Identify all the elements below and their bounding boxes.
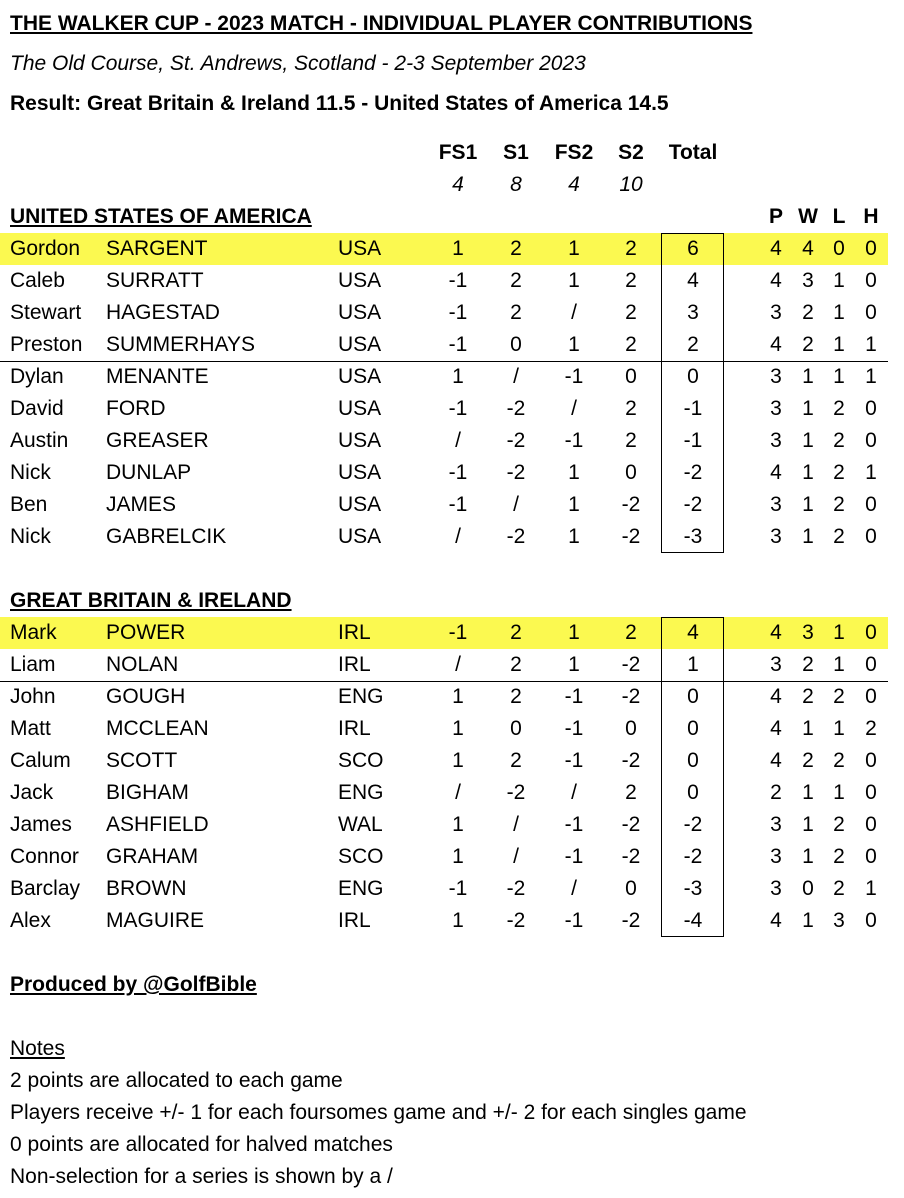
notes-heading: Notes	[10, 1037, 65, 1060]
player-country: USA	[338, 269, 382, 292]
player-country: IRL	[338, 717, 371, 740]
player-first-name: Nick	[10, 525, 51, 548]
player-last-name: GOUGH	[106, 685, 186, 708]
player-row	[0, 233, 904, 265]
record-won: 1	[802, 493, 814, 516]
record-played: 3	[770, 813, 782, 836]
record-lost: 2	[833, 461, 845, 484]
record-halved: 2	[865, 717, 877, 740]
player-row	[0, 617, 904, 649]
record-halved: 1	[865, 461, 877, 484]
record-played: 3	[770, 845, 782, 868]
session-score-fs2: -1	[564, 909, 584, 932]
record-lost: 1	[833, 365, 845, 388]
player-row	[0, 393, 904, 425]
player-last-name: ASHFIELD	[106, 813, 209, 836]
session-score-s1: /	[513, 365, 519, 388]
session-score-s2: -2	[621, 749, 641, 772]
session-score-fs1: -1	[448, 461, 468, 484]
record-halved: 0	[865, 493, 877, 516]
record-halved: 0	[865, 429, 877, 452]
player-first-name: Caleb	[10, 269, 65, 292]
session-score-s1: /	[513, 845, 519, 868]
record-played: 4	[770, 685, 782, 708]
player-first-name: Dylan	[10, 365, 64, 388]
session-score-fs2: 1	[568, 621, 580, 644]
record-won: 2	[802, 653, 814, 676]
record-halved: 0	[865, 237, 877, 260]
record-won: 3	[802, 269, 814, 292]
record-played: 4	[770, 269, 782, 292]
record-played: 4	[770, 621, 782, 644]
session-score-fs2: /	[571, 781, 577, 804]
record-won: 3	[802, 621, 814, 644]
player-total: 6	[687, 237, 699, 260]
record-lost: 1	[833, 653, 845, 676]
player-first-name: Gordon	[10, 237, 81, 260]
record-halved: 0	[865, 301, 877, 324]
player-first-name: Calum	[10, 749, 71, 772]
record-won: 1	[802, 909, 814, 932]
session-score-s2: 2	[625, 781, 637, 804]
session-score-fs1: -1	[448, 493, 468, 516]
player-row	[0, 297, 904, 329]
session-score-fs1: -1	[448, 333, 468, 356]
player-country: USA	[338, 493, 382, 516]
player-row	[0, 905, 904, 937]
record-played: 4	[770, 237, 782, 260]
record-lost: 2	[833, 525, 845, 548]
page-title: THE WALKER CUP - 2023 MATCH - INDIVIDUAL PLAYER CONTRIBUTIONS	[10, 12, 753, 35]
session-score-fs2: 1	[568, 493, 580, 516]
record-lost: 2	[833, 429, 845, 452]
session-score-s2: 2	[625, 429, 637, 452]
session-score-s2: -2	[621, 813, 641, 836]
session-score-fs2: /	[571, 397, 577, 420]
session-score-fs1: -1	[448, 621, 468, 644]
session-score-fs2: /	[571, 877, 577, 900]
player-total: 0	[687, 717, 699, 740]
record-played: 4	[770, 749, 782, 772]
usa-section-heading: UNITED STATES OF AMERICA	[10, 205, 312, 228]
record-halved: 0	[865, 525, 877, 548]
session-score-s2: -2	[621, 845, 641, 868]
player-first-name: Mark	[10, 621, 57, 644]
session-score-s1: -2	[506, 781, 526, 804]
player-last-name: POWER	[106, 621, 186, 644]
record-halved: 0	[865, 269, 877, 292]
player-total: -1	[683, 397, 703, 420]
record-won: 1	[802, 461, 814, 484]
col-header-played: P	[768, 205, 783, 228]
session-score-s1: 2	[510, 301, 522, 324]
record-lost: 2	[833, 845, 845, 868]
col-header-fs1: FS1	[438, 141, 478, 164]
record-played: 4	[770, 717, 782, 740]
player-first-name: Connor	[10, 845, 79, 868]
player-last-name: MENANTE	[106, 365, 209, 388]
player-country: IRL	[338, 653, 371, 676]
player-country: ENG	[338, 685, 384, 708]
session-score-s2: 2	[625, 333, 637, 356]
session-score-fs1: 1	[452, 717, 464, 740]
record-halved: 0	[865, 653, 877, 676]
match-result: Result: Great Britain & Ireland 11.5 - United States of America 14.5	[10, 92, 669, 115]
session-score-s2: -2	[621, 493, 641, 516]
session-score-s1: 0	[510, 717, 522, 740]
record-lost: 0	[833, 237, 845, 260]
session-score-s1: 2	[510, 269, 522, 292]
column-header-row	[0, 137, 904, 169]
record-played: 3	[770, 301, 782, 324]
record-halved: 0	[865, 621, 877, 644]
player-first-name: Matt	[10, 717, 51, 740]
player-total: -1	[683, 429, 703, 452]
record-lost: 1	[833, 269, 845, 292]
session-score-fs1: /	[455, 525, 461, 548]
record-won: 1	[802, 525, 814, 548]
player-total: -2	[683, 845, 703, 868]
record-played: 2	[770, 781, 782, 804]
player-country: USA	[338, 237, 382, 260]
record-played: 3	[770, 365, 782, 388]
session-score-s2: 0	[625, 461, 637, 484]
player-last-name: NOLAN	[106, 653, 179, 676]
note-line: Non-selection for a series is shown by a /	[10, 1165, 393, 1188]
player-total: 1	[687, 653, 699, 676]
points-s1: 8	[510, 173, 522, 196]
player-row	[0, 425, 904, 457]
points-fs2: 4	[568, 173, 580, 196]
player-last-name: JAMES	[106, 493, 177, 516]
player-country: USA	[338, 397, 382, 420]
session-score-s2: 0	[625, 717, 637, 740]
col-header-s2: S2	[618, 141, 644, 164]
record-halved: 0	[865, 749, 877, 772]
record-won: 2	[802, 749, 814, 772]
session-score-fs2: 1	[568, 461, 580, 484]
record-lost: 1	[833, 333, 845, 356]
session-score-fs2: -1	[564, 365, 584, 388]
session-score-s1: -2	[506, 877, 526, 900]
player-row	[0, 745, 904, 777]
session-score-fs1: -1	[448, 877, 468, 900]
player-country: ENG	[338, 781, 384, 804]
player-first-name: Liam	[10, 653, 56, 676]
player-last-name: MCCLEAN	[106, 717, 209, 740]
player-row	[0, 457, 904, 489]
player-country: USA	[338, 301, 382, 324]
session-score-s2: -2	[621, 909, 641, 932]
player-row	[0, 265, 904, 297]
record-won: 1	[802, 845, 814, 868]
record-played: 3	[770, 653, 782, 676]
player-row	[0, 681, 904, 713]
player-first-name: James	[10, 813, 72, 836]
col-header-lost: L	[832, 205, 846, 228]
player-last-name: HAGESTAD	[106, 301, 220, 324]
session-score-fs1: 1	[452, 237, 464, 260]
player-first-name: Alex	[10, 909, 51, 932]
session-score-s2: 2	[625, 237, 637, 260]
col-header-won: W	[798, 205, 818, 228]
player-last-name: SURRATT	[106, 269, 204, 292]
points-s2: 10	[619, 173, 643, 196]
record-halved: 0	[865, 685, 877, 708]
player-total: 0	[687, 781, 699, 804]
player-last-name: MAGUIRE	[106, 909, 205, 932]
player-row	[0, 809, 904, 841]
session-score-fs2: -1	[564, 685, 584, 708]
record-lost: 2	[833, 877, 845, 900]
session-score-s1: 2	[510, 749, 522, 772]
session-score-fs2: -1	[564, 717, 584, 740]
record-won: 0	[802, 877, 814, 900]
session-score-fs2: -1	[564, 813, 584, 836]
session-score-fs2: 1	[568, 525, 580, 548]
record-halved: 0	[865, 397, 877, 420]
record-played: 3	[770, 429, 782, 452]
record-halved: 1	[865, 877, 877, 900]
player-last-name: GREASER	[106, 429, 209, 452]
session-score-s1: -2	[506, 909, 526, 932]
session-score-fs2: -1	[564, 845, 584, 868]
player-total: 0	[687, 685, 699, 708]
session-score-fs2: 1	[568, 333, 580, 356]
player-first-name: John	[10, 685, 56, 708]
player-country: SCO	[338, 845, 384, 868]
session-score-s2: -2	[621, 685, 641, 708]
player-first-name: Preston	[10, 333, 83, 356]
points-fs1: 4	[452, 173, 464, 196]
col-header-total: Total	[668, 141, 718, 164]
player-row	[0, 649, 904, 681]
player-row	[0, 489, 904, 521]
player-country: USA	[338, 429, 382, 452]
record-won: 1	[802, 429, 814, 452]
session-score-s1: 2	[510, 621, 522, 644]
player-total: 4	[687, 621, 699, 644]
player-last-name: SCOTT	[106, 749, 178, 772]
player-row	[0, 329, 904, 361]
record-halved: 1	[865, 333, 877, 356]
player-total: 0	[687, 365, 699, 388]
player-last-name: SUMMERHAYS	[106, 333, 255, 356]
session-score-s1: -2	[506, 525, 526, 548]
player-first-name: David	[10, 397, 64, 420]
record-lost: 1	[833, 301, 845, 324]
session-score-s1: 2	[510, 685, 522, 708]
player-last-name: DUNLAP	[106, 461, 192, 484]
session-score-s1: -2	[506, 429, 526, 452]
session-score-fs2: -1	[564, 749, 584, 772]
session-score-fs2: -1	[564, 429, 584, 452]
player-last-name: BROWN	[106, 877, 187, 900]
session-score-s1: 2	[510, 237, 522, 260]
player-total: -3	[683, 877, 703, 900]
session-score-s1: 0	[510, 333, 522, 356]
player-total: -4	[683, 909, 703, 932]
session-score-s1: -2	[506, 397, 526, 420]
player-country: USA	[338, 365, 382, 388]
record-won: 2	[802, 333, 814, 356]
record-won: 1	[802, 365, 814, 388]
player-last-name: GABRELCIK	[106, 525, 227, 548]
record-won: 2	[802, 301, 814, 324]
player-total: -2	[683, 813, 703, 836]
player-row	[0, 777, 904, 809]
session-score-s2: 2	[625, 301, 637, 324]
session-score-s2: 0	[625, 365, 637, 388]
record-halved: 0	[865, 813, 877, 836]
player-total: -2	[683, 493, 703, 516]
player-total: 4	[687, 269, 699, 292]
note-line: Players receive +/- 1 for each foursomes game and +/- 2 for each singles game	[10, 1101, 747, 1124]
record-lost: 1	[833, 781, 845, 804]
session-score-fs1: 1	[452, 845, 464, 868]
session-score-fs2: /	[571, 301, 577, 324]
session-score-s2: -2	[621, 525, 641, 548]
note-line: 0 points are allocated for halved matches	[10, 1133, 393, 1156]
session-score-fs1: -1	[448, 269, 468, 292]
record-lost: 2	[833, 685, 845, 708]
session-score-s2: 2	[625, 621, 637, 644]
player-last-name: GRAHAM	[106, 845, 199, 868]
record-lost: 2	[833, 493, 845, 516]
record-played: 3	[770, 525, 782, 548]
player-last-name: SARGENT	[106, 237, 208, 260]
record-played: 3	[770, 493, 782, 516]
session-score-s2: 2	[625, 269, 637, 292]
session-score-s2: -2	[621, 653, 641, 676]
player-total: -3	[683, 525, 703, 548]
session-score-fs2: 1	[568, 237, 580, 260]
session-score-fs1: /	[455, 781, 461, 804]
session-score-s2: 2	[625, 397, 637, 420]
record-played: 3	[770, 877, 782, 900]
player-total: 2	[687, 333, 699, 356]
player-country: SCO	[338, 749, 384, 772]
record-played: 4	[770, 909, 782, 932]
session-score-fs1: 1	[452, 749, 464, 772]
session-score-fs1: 1	[452, 685, 464, 708]
player-row	[0, 713, 904, 745]
session-score-fs1: /	[455, 653, 461, 676]
record-halved: 0	[865, 845, 877, 868]
player-country: ENG	[338, 877, 384, 900]
session-score-fs1: -1	[448, 301, 468, 324]
record-played: 4	[770, 461, 782, 484]
record-lost: 3	[833, 909, 845, 932]
points-available-row	[0, 169, 904, 201]
produced-by: Produced by @GolfBible	[10, 973, 257, 996]
record-lost: 1	[833, 621, 845, 644]
session-score-fs1: -1	[448, 397, 468, 420]
record-won: 1	[802, 813, 814, 836]
player-total: 3	[687, 301, 699, 324]
record-played: 4	[770, 333, 782, 356]
session-score-fs1: 1	[452, 813, 464, 836]
player-first-name: Ben	[10, 493, 48, 516]
player-country: WAL	[338, 813, 383, 836]
record-lost: 1	[833, 717, 845, 740]
player-country: IRL	[338, 909, 371, 932]
record-lost: 2	[833, 749, 845, 772]
player-row	[0, 841, 904, 873]
player-first-name: Jack	[10, 781, 54, 804]
record-header-row	[0, 201, 904, 233]
record-won: 1	[802, 717, 814, 740]
record-lost: 2	[833, 813, 845, 836]
player-total: 0	[687, 749, 699, 772]
player-row	[0, 873, 904, 905]
record-played: 3	[770, 397, 782, 420]
session-score-fs2: 1	[568, 269, 580, 292]
player-country: IRL	[338, 621, 371, 644]
record-won: 2	[802, 685, 814, 708]
col-header-fs2: FS2	[554, 141, 594, 164]
record-halved: 0	[865, 781, 877, 804]
session-score-fs1: /	[455, 429, 461, 452]
venue-subtitle: The Old Course, St. Andrews, Scotland - 2-3 September 2023	[10, 52, 586, 75]
player-first-name: Nick	[10, 461, 51, 484]
player-total: -2	[683, 461, 703, 484]
record-won: 1	[802, 397, 814, 420]
player-last-name: BIGHAM	[106, 781, 189, 804]
record-halved: 1	[865, 365, 877, 388]
col-header-halved: H	[863, 205, 879, 228]
session-score-fs1: 1	[452, 365, 464, 388]
session-score-s1: /	[513, 813, 519, 836]
player-country: USA	[338, 333, 382, 356]
session-score-s2: 0	[625, 877, 637, 900]
session-score-fs2: 1	[568, 653, 580, 676]
player-country: USA	[338, 525, 382, 548]
player-first-name: Barclay	[10, 877, 81, 900]
player-last-name: FORD	[106, 397, 166, 420]
record-lost: 2	[833, 397, 845, 420]
record-halved: 0	[865, 909, 877, 932]
record-won: 4	[802, 237, 814, 260]
session-score-fs1: 1	[452, 909, 464, 932]
col-header-s1: S1	[503, 141, 529, 164]
player-first-name: Austin	[10, 429, 69, 452]
note-line: 2 points are allocated to each game	[10, 1069, 343, 1092]
session-score-s1: -2	[506, 461, 526, 484]
player-row	[0, 521, 904, 553]
player-row	[0, 361, 904, 393]
record-won: 1	[802, 781, 814, 804]
session-score-s1: /	[513, 493, 519, 516]
player-first-name: Stewart	[10, 301, 82, 324]
gbi-section-heading: GREAT BRITAIN & IRELAND	[10, 589, 292, 612]
player-country: USA	[338, 461, 382, 484]
session-score-s1: 2	[510, 653, 522, 676]
